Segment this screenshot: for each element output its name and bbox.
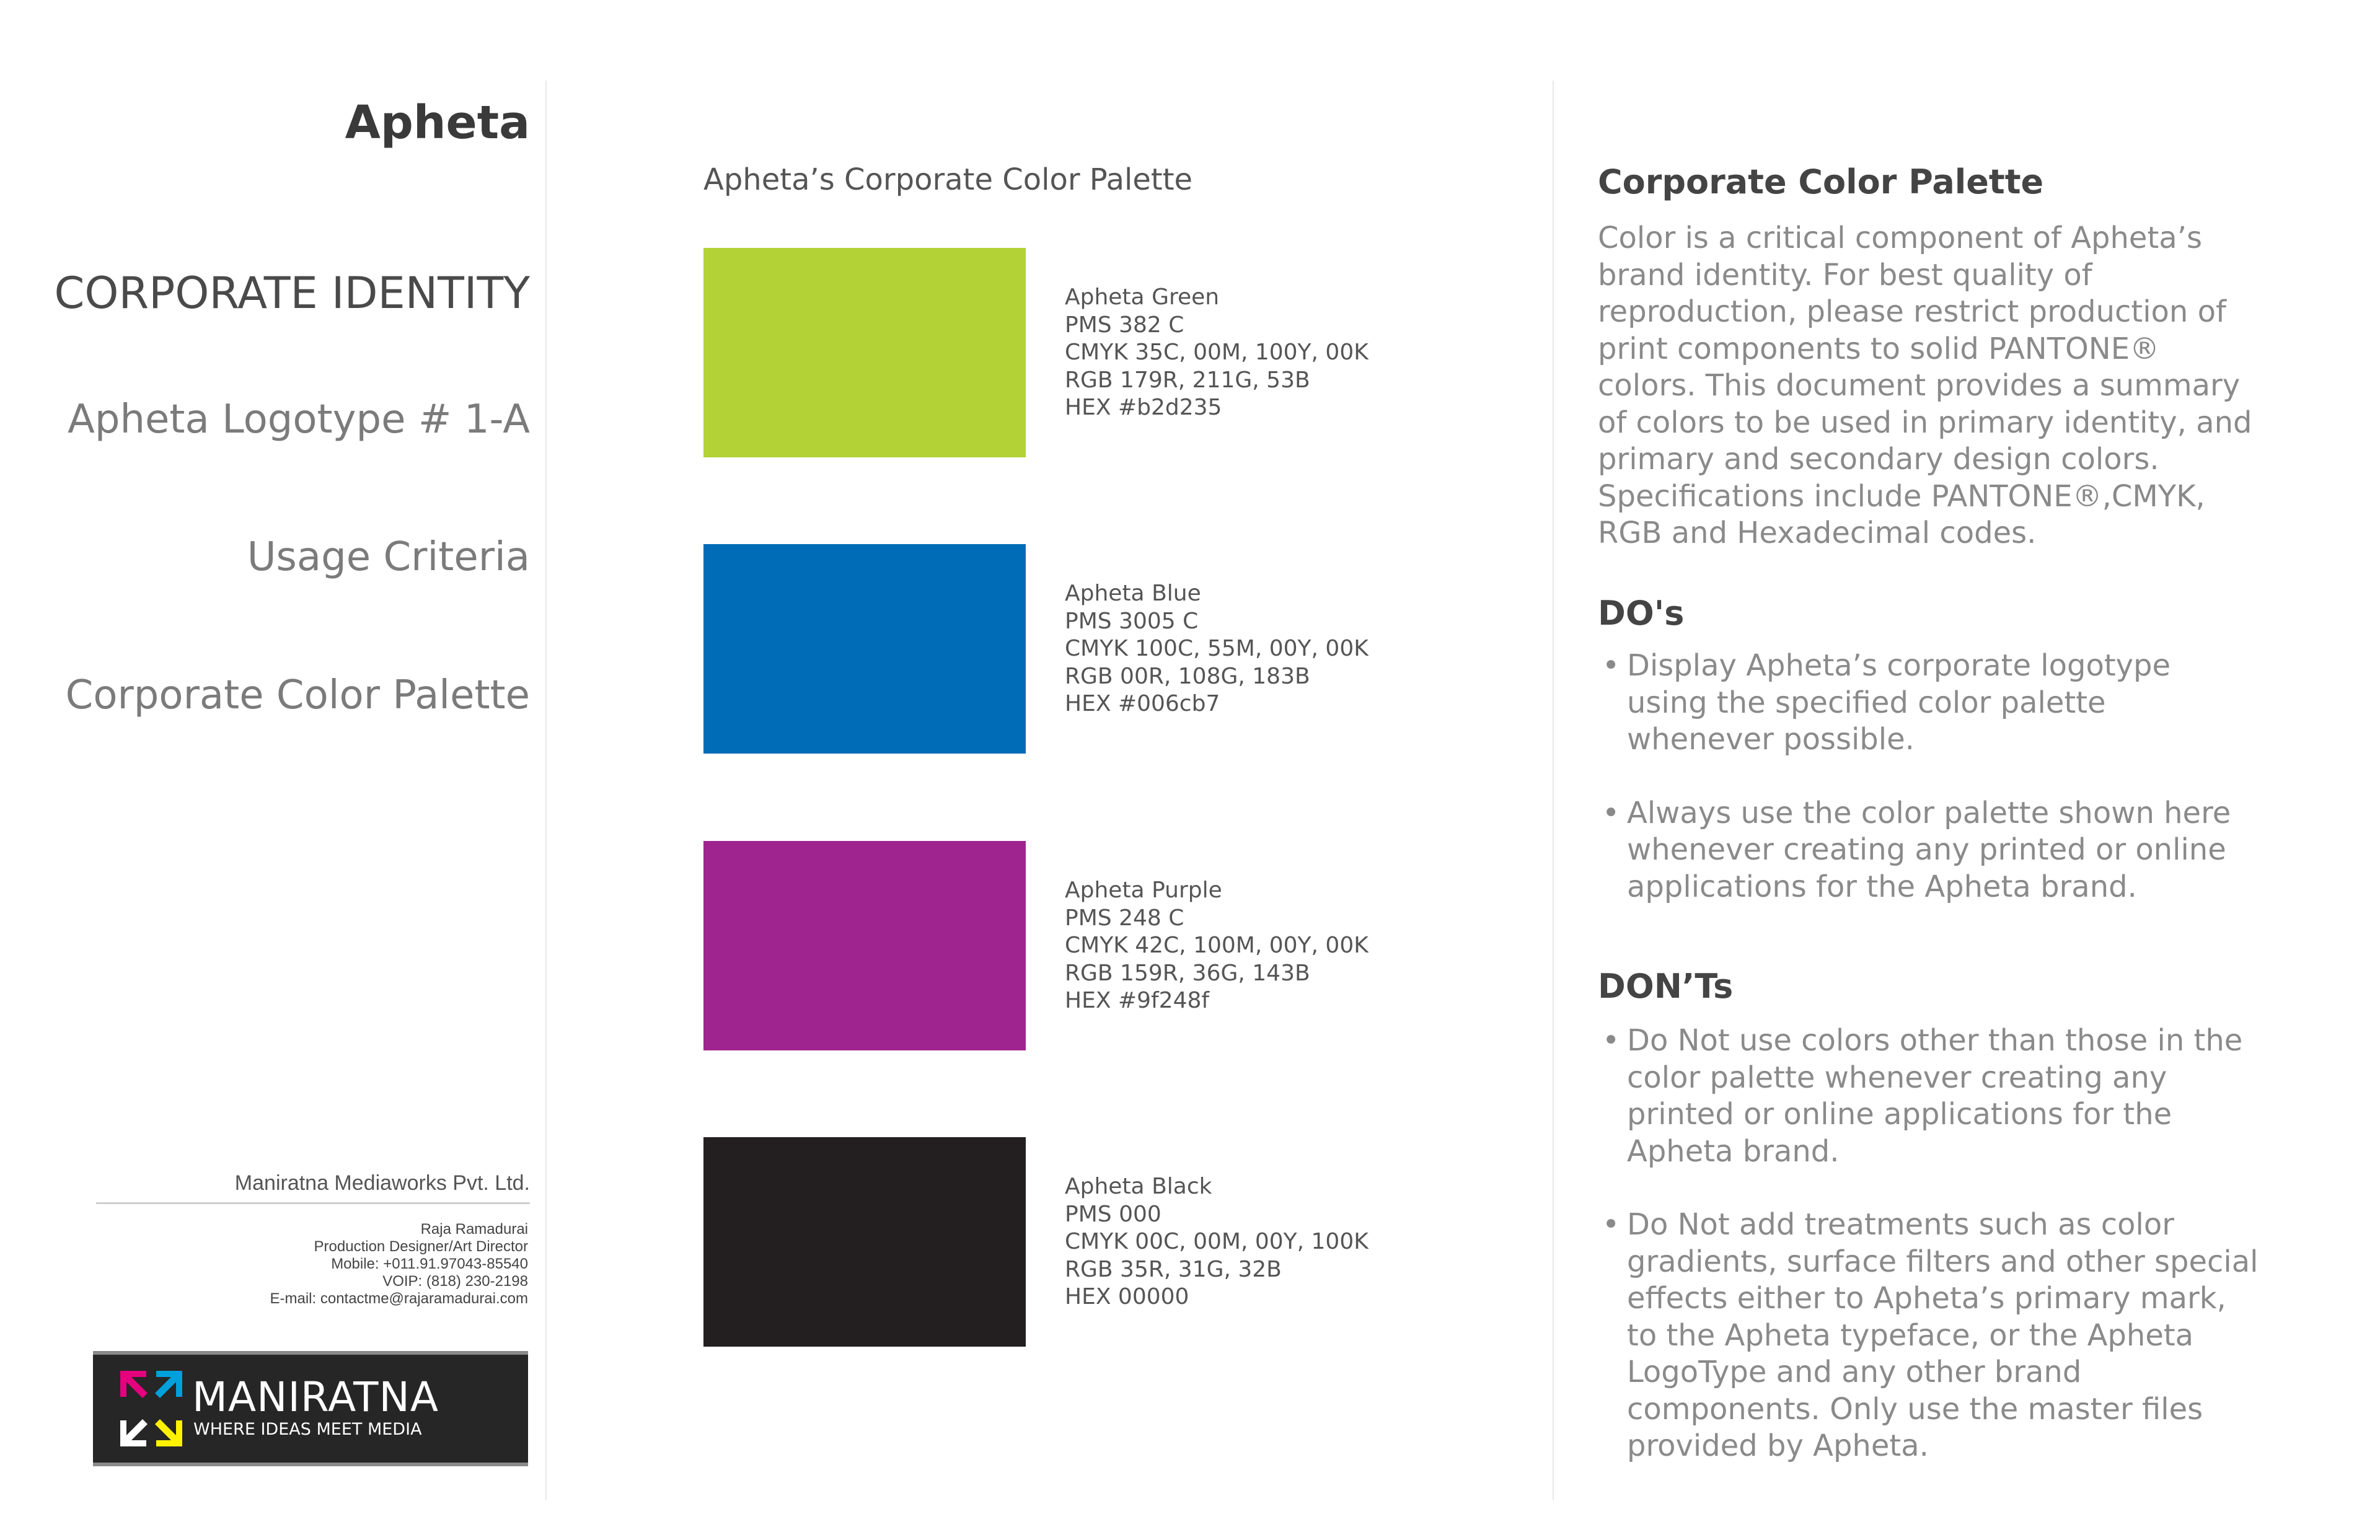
contact-name: Raja Ramadurai [420,1221,528,1238]
contact-email[interactable]: E-mail: contactme@rajaramadurai.com [270,1290,528,1307]
spec-purple [1065,877,1368,1015]
color-cmyk: CMYK 35C, 00M, 100Y, 00K [1065,340,1368,365]
list-item: • Display Apheta’s corporate logotype using the specified color palette whenever possible. [1602,648,2171,757]
color-pms: PMS 248 C [1065,905,1184,931]
color-cmyk: CMYK 00C, 00M, 00Y, 100K [1065,1229,1368,1254]
color-cmyk: CMYK 100C, 55M, 00Y, 00K [1065,636,1368,661]
spec-green [1065,284,1368,422]
contact-title: Production Designer/Art Director [314,1238,528,1255]
swatch-green [703,248,1026,457]
color-hex: HEX #b2d235 [1065,395,1222,420]
color-rgb: RGB 00R, 108G, 183B [1065,663,1310,689]
logo-wordmark: MANIRATNA [192,1373,439,1421]
dos-heading: DO's [1598,594,1685,633]
bullet-icon: • [1602,1023,1620,1058]
list-item: • Always use the color palette shown here whenever creating any printed or online applications for the Apheta brand. [1602,795,2231,904]
spec-blue [1065,580,1368,718]
bullet-icon: • [1602,1207,1620,1242]
left-divider [545,81,547,1500]
color-hex: HEX #9f248f [1065,988,1210,1013]
contact-block [270,1221,529,1308]
maniratna-arrows-icon [118,1368,185,1449]
list-item: • Do Not use colors other than those in the color palette whenever creating any printed or online applications for the Apheta brand. [1602,1023,2243,1169]
color-name: Apheta Green [1065,284,1220,310]
maniratna-logo [93,1351,528,1466]
color-name: Apheta Blue [1065,581,1201,606]
section-paragraph: Color is a critical component of Apheta’s brand identity. For best quality of reproduction, please restrict production of print components to solid PANTONE® colors. This document provides a summary of colors to be used in primary identity, and primary and secondary design colors. Specifications include PANTONE®,CMYK, RGB and Hexadecimal codes. [1598,221,2252,550]
swatch-blue [703,544,1026,754]
logo-tagline: WHERE IDEAS MEET MEDIA [193,1420,422,1439]
company-name: Maniratna Mediaworks Pvt. Ltd. [234,1171,530,1195]
color-cmyk: CMYK 42C, 100M, 00Y, 00K [1065,933,1368,958]
company-rule [96,1202,530,1204]
color-hex: HEX 00000 [1065,1284,1189,1309]
color-pms: PMS 000 [1065,1201,1161,1227]
color-rgb: RGB 159R, 36G, 143B [1065,960,1310,986]
spec-black [1065,1173,1368,1311]
right-divider [1553,81,1554,1500]
color-name: Apheta Black [1065,1174,1212,1199]
swatch-black [703,1137,1026,1347]
donts-list [1602,1023,2259,1465]
swatch-purple [703,841,1026,1050]
list-item: • Do Not add treatments such as color gradients, surface filters and other special effects either to Apheta’s primary mark, to the Apheta typeface, or the Apheta LogoType and any other brand components. Only use the master files provided by Apheta. [1602,1207,2259,1463]
nav-logotype[interactable]: Apheta Logotype # 1-A [68,397,530,442]
dos-list [1602,648,2259,905]
palette-title: Apheta’s Corporate Color Palette [703,162,1193,197]
color-name: Apheta Purple [1065,878,1222,903]
color-pms: PMS 382 C [1065,312,1184,338]
contact-voip: VOIP: (818) 230-2198 [382,1273,528,1290]
section-heading: Corporate Color Palette [1598,162,2044,201]
color-rgb: RGB 179R, 211G, 53B [1065,367,1310,393]
bullet-icon: • [1602,648,1620,683]
nav-usage-criteria[interactable]: Usage Criteria [247,534,530,580]
nav-corporate-identity[interactable]: CORPORATE IDENTITY [54,268,530,319]
color-hex: HEX #006cb7 [1065,691,1220,716]
nav-color-palette[interactable]: Corporate Color Palette [65,672,530,718]
brand-title: Apheta [345,96,530,149]
color-rgb: RGB 35R, 31G, 32B [1065,1256,1282,1282]
color-pms: PMS 3005 C [1065,608,1199,634]
contact-mobile: Mobile: +011.91.97043-85540 [331,1256,528,1272]
bullet-icon: • [1602,795,1620,830]
donts-heading: DON’Ts [1598,967,1734,1006]
